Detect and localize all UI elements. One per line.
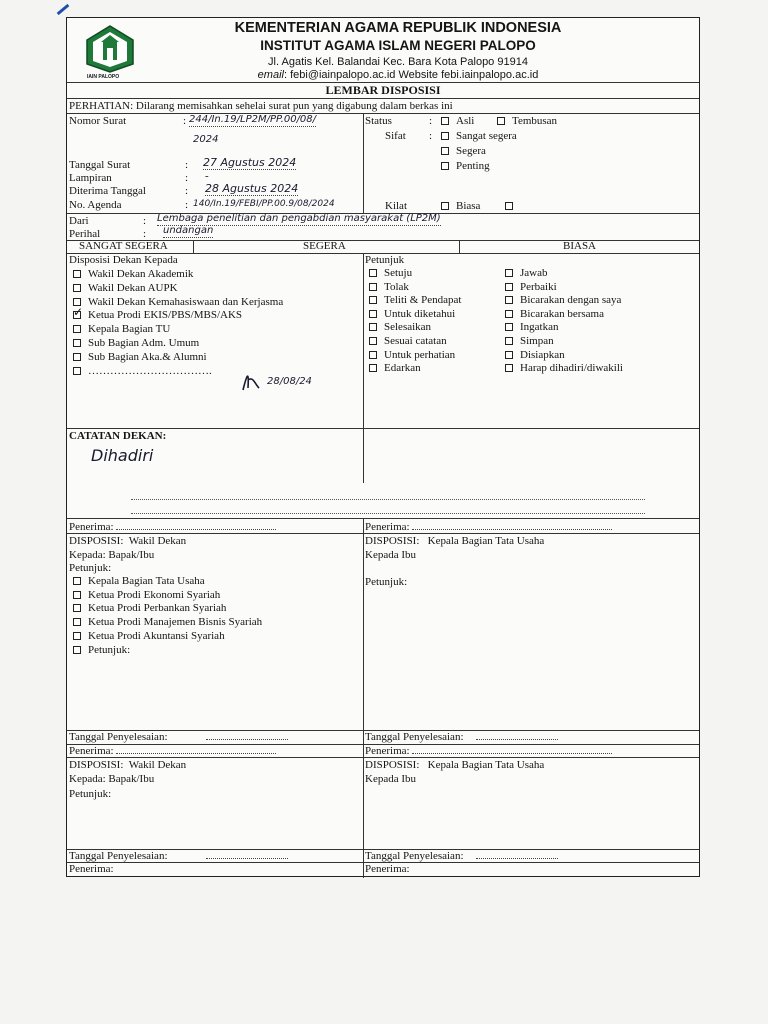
priority-segera: SEGERA [303, 240, 346, 252]
checkbox[interactable] [369, 283, 377, 291]
penerima-right-3: Penerima: [365, 863, 410, 875]
disposisi-item-5[interactable]: Kepala Bagian TU [73, 323, 170, 335]
disposisi-kepala-tu-2: DISPOSISI: Kepala Bagian Tata Usaha [365, 759, 545, 771]
petunjuk-item-right-4[interactable]: Bicarakan bersama [505, 308, 604, 320]
status-asli[interactable]: Asli [441, 115, 474, 127]
disposisi-item-2[interactable]: Wakil Dekan AUPK [73, 282, 178, 294]
sifat-sangat-segera[interactable]: Sangat segera [441, 130, 517, 142]
agenda-value: 140/In.19/FEBI/PP.00.9/08/2024 [193, 199, 335, 209]
diterima-label: Diterima Tanggal [69, 185, 146, 197]
biasa-option[interactable] [505, 200, 520, 212]
kepada-ibu-2: Kepada Ibu [365, 773, 417, 785]
status-label: Status [365, 115, 392, 127]
checkbox[interactable] [73, 367, 81, 375]
nomor-label: Nomor Surat [69, 115, 127, 127]
petunjuk-item-left-2[interactable]: Tolak [369, 281, 409, 293]
checkbox[interactable] [73, 353, 81, 361]
priority-biasa: BIASA [563, 240, 597, 252]
segera-checkbox[interactable] [441, 147, 449, 155]
disposisi-dekan-title: Disposisi Dekan Kepada [69, 254, 178, 266]
disposisi-kepala-tu: DISPOSISI: Kepala Bagian Tata Usaha [365, 535, 545, 547]
petunjuk-item-right-2[interactable]: Perbaiki [505, 281, 557, 293]
checkbox[interactable] [73, 632, 81, 640]
lampiran-label: Lampiran [69, 172, 112, 184]
tanggal-penyelesaian-left-1: Tanggal Penyelesaian: [69, 731, 288, 743]
checkbox[interactable] [73, 339, 81, 347]
sifat-segera[interactable]: Segera [441, 145, 486, 157]
wakil-dekan-option-4[interactable]: Ketua Prodi Manajemen Bisnis Syariah [73, 616, 262, 628]
institute-title: INSTITUT AGAMA ISLAM NEGERI PALOPO [260, 38, 536, 53]
initial-date: 28/08/24 [267, 376, 312, 387]
penerima-right-1: Penerima: [365, 521, 612, 533]
checkbox[interactable] [505, 323, 513, 331]
checkbox[interactable] [73, 284, 81, 292]
petunjuk-title: Petunjuk [365, 254, 405, 266]
logo-caption: IAIN PALOPO [87, 74, 120, 80]
address: Jl. Agatis Kel. Balandai Kec. Bara Kota Palopo 91914 [268, 56, 528, 68]
penting-checkbox[interactable] [441, 162, 449, 170]
kepada-bapak: Kepada: Bapak/Ibu [69, 549, 155, 561]
penerima-right-2: Penerima: [365, 745, 612, 757]
penerima-left-2: Penerima: [69, 745, 276, 757]
petunjuk-item-left-7[interactable]: Untuk perhatian [369, 349, 455, 361]
petunjuk-item-right-8[interactable]: Harap dihadiri/diwakili [505, 362, 623, 374]
disposisi-item-7[interactable]: Sub Bagian Aka.& Alumni [73, 351, 207, 363]
checkbox[interactable] [369, 296, 377, 304]
agenda-label: No. Agenda [69, 199, 122, 211]
checkbox[interactable] [505, 364, 513, 372]
kepada-bapak-2: Kepada: Bapak/Ibu [69, 773, 155, 785]
disposisi-wakil-dekan-2: DISPOSISI: Wakil Dekan [69, 759, 187, 771]
contact-text: : febi@iainpalopo.ac.id Website febi.iainpalopo.ac.id [283, 69, 539, 81]
perihal-label: Perihal [69, 228, 101, 240]
contact-line [67, 69, 699, 81]
checkbox[interactable] [505, 283, 513, 291]
kepada-ibu: Kepada Ibu [365, 549, 417, 561]
sangat-segera-checkbox[interactable] [441, 132, 449, 140]
tanggal-penyelesaian-right-1: Tanggal Penyelesaian: [365, 731, 558, 743]
checkbox[interactable] [369, 364, 377, 372]
checkbox-checked[interactable] [73, 311, 81, 319]
penerima-left-3: Penerima: [69, 863, 114, 875]
catatan-dekan-title: CATATAN DEKAN: [69, 430, 167, 442]
petunjuk-item-right-6[interactable]: Simpan [505, 335, 554, 347]
checkbox[interactable] [505, 269, 513, 277]
tanggal-value: 27 Agustus 2024 [203, 156, 297, 169]
tanggal-penyelesaian-right-2: Tanggal Penyelesaian: [365, 850, 558, 862]
checkbox[interactable] [369, 337, 377, 345]
priority-sangat-segera: SANGAT SEGERA [79, 240, 168, 252]
nomor-value: 244/In.19/LP2M/PP.00/08/ [189, 114, 317, 125]
petunjuk-item-left-6[interactable]: Sesuai catatan [369, 335, 447, 347]
disposisi-item-8[interactable]: ……………………………. [73, 365, 212, 377]
dari-label: Dari [69, 215, 89, 227]
checkbox[interactable] [73, 646, 81, 654]
diterima-value: 28 Agustus 2024 [205, 182, 299, 195]
tanggal-penyelesaian-left-2: Tanggal Penyelesaian: [69, 850, 288, 862]
sifat-label: Sifat [385, 130, 406, 142]
checkbox[interactable] [369, 310, 377, 318]
petunjuk-item-left-1[interactable]: Setuju [369, 267, 412, 279]
email-label: email [257, 69, 284, 81]
penerima-left-1: Penerima: [69, 521, 276, 533]
dari-value: Lembaga penelitian dan pengabdian masyarakat (LP2M) [157, 213, 441, 224]
petunjuk-item-left-8[interactable]: Edarkan [369, 362, 421, 374]
disposisi-item-6[interactable]: Sub Bagian Adm. Umum [73, 337, 199, 349]
wakil-dekan-option-2[interactable]: Ketua Prodi Ekonomi Syariah [73, 589, 220, 601]
checkbox[interactable] [369, 323, 377, 331]
kilat-label: Kilat [385, 200, 407, 212]
lampiran-value: - [205, 170, 209, 182]
checkbox[interactable] [73, 604, 81, 612]
wakil-dekan-option-5[interactable]: Ketua Prodi Akuntansi Syariah [73, 630, 225, 642]
checkbox[interactable] [505, 337, 513, 345]
petunjuk-item-right-1[interactable]: Jawab [505, 267, 548, 279]
checkbox[interactable] [369, 269, 377, 277]
catatan-handwriting: Dihadiri [91, 446, 154, 465]
form-title: LEMBAR DISPOSISI [325, 83, 441, 97]
wakil-dekan-option-6[interactable]: Petunjuk: [73, 644, 130, 656]
kilat-checkbox[interactable] [441, 202, 449, 210]
checkbox[interactable] [73, 577, 81, 585]
petunjuk-item-right-7[interactable]: Disiapkan [505, 349, 565, 361]
disposisi-wakil-dekan: DISPOSISI: Wakil Dekan [69, 535, 187, 547]
checkbox[interactable] [73, 325, 81, 333]
wakil-dekan-option-1[interactable]: Kepala Bagian Tata Usaha [73, 575, 205, 587]
status-tembusan[interactable]: Tembusan [497, 115, 557, 127]
checkbox[interactable] [73, 591, 81, 599]
disposition-sheet: IAIN PALOPO KEMENTERIAN AGAMA REPUBLIK INDONESIA INSTITUT AGAMA ISLAM NEGERI PALOPO Jl. Agatis Kel. Balandai Kec. Bara Kota Palopo 91914 email: febi@iainpalopo.ac.id Website febi.iainpalopo.ac.id LEMBAR DISPOSISI PERHATIAN: Dilarang memisahkan sehelai surat pun yang digabung dalam berkas ini Nomor Surat : 244/In.19/LP2M/PP.00/08/ 2024 Tanggal Surat : 27 Agustus 2024 Lampiran : - Diterima Tanggal : 28 Agustus 2024 No. Agenda : 140/In.19/FEBI/PP.00.9/08/2024 Status : Asli Tembusan Sifat : Sangat segera Segera Penting Kilat Biasa Dari : Lembaga penelitian dan pengabdian masyarakat (LP2M) Perihal : undangan SANGAT SEGERA SEGERA BIASA Disposisi Dekan Kepada Wakil Dekan Akademik Wakil Dekan AUPK Wakil Dekan Kemahasiswaan dan Kerjasma ✓Ketua Prodi EKIS/PBS/MBS/AKS Kepala Bagian TU Sub Bagian Adm. Umum Sub Bagian Aka.& Alumni ……………………………. 28/08/24 Petunjuk Setuju Tolak Teliti & Pendapat Untuk diketahui Selesaikan Sesuai catatan Untuk perhatian Edarkan Jawab Perbaiki Bicarakan dengan saya Bicarakan bersama Ingatkan Simpan Disiapkan Harap dihadiri/diwakili CATATAN DEKAN: Dihadiri Penerima: Penerima: DISPOSISI: Wakil Dekan Kepada: Bapak/Ibu Petunjuk: Kepala Bagian Tata Usaha Ketua Prodi Ekonomi Syariah Ketua Prodi Perbankan Syariah Ketua Prodi Manajemen Bisnis Syariah Ketua Prodi Akuntansi Syariah Petunjuk: DISPOSISI: Kepala Bagian Tata Usaha Kepada Ibu Petunjuk: Tanggal Penyelesaian: Tanggal Penyelesaian: Penerima: Penerima: DISPOSISI: Wakil Dekan Kepada: Bapak/Ibu Petunjuk: DISPOSISI: Kepala Bagian Tata Usaha Kepada Ibu Tanggal Penyelesaian: Tanggal Penyelesaian: Penerima: Penerima: [66, 17, 700, 877]
petunjuk-label-2: Petunjuk: [69, 788, 112, 800]
checkbox[interactable] [73, 270, 81, 278]
petunjuk-label-right: Petunjuk: [365, 576, 408, 588]
disposisi-item-1[interactable]: Wakil Dekan Akademik [73, 268, 193, 280]
kilat-option[interactable]: Biasa [441, 200, 480, 212]
petunjuk-item-left-3[interactable]: Teliti & Pendapat [369, 294, 461, 306]
checkbox[interactable] [369, 351, 377, 359]
checkbox[interactable] [73, 618, 81, 626]
sifat-penting[interactable]: Penting [441, 160, 490, 172]
tembusan-checkbox[interactable] [497, 117, 505, 125]
checkbox[interactable] [505, 296, 513, 304]
petunjuk-label: Petunjuk: [69, 562, 112, 574]
petunjuk-item-left-5[interactable]: Selesaikan [369, 321, 431, 333]
petunjuk-item-right-5[interactable]: Ingatkan [505, 321, 558, 333]
petunjuk-item-right-3[interactable]: Bicarakan dengan saya [505, 294, 621, 306]
pen-mark [57, 4, 70, 15]
wakil-dekan-option-3[interactable]: Ketua Prodi Perbankan Syariah [73, 602, 226, 614]
nomor-value-year: 2024 [193, 134, 219, 145]
disposisi-item-3[interactable]: Wakil Dekan Kemahasiswaan dan Kerjasma [73, 296, 283, 308]
petunjuk-item-left-4[interactable]: Untuk diketahui [369, 308, 455, 320]
checkbox[interactable] [505, 310, 513, 318]
notice: PERHATIAN: Dilarang memisahkan sehelai surat pun yang digabung dalam berkas ini [69, 100, 453, 112]
tanggal-label: Tanggal Surat [69, 159, 131, 171]
checkbox[interactable] [505, 351, 513, 359]
biasa-checkbox[interactable] [505, 202, 513, 210]
perihal-value: undangan [163, 225, 214, 236]
asli-checkbox[interactable] [441, 117, 449, 125]
ministry-title: KEMENTERIAN AGAMA REPUBLIK INDONESIA [234, 20, 562, 36]
disposisi-item-4[interactable]: ✓Ketua Prodi EKIS/PBS/MBS/AKS [73, 309, 242, 321]
